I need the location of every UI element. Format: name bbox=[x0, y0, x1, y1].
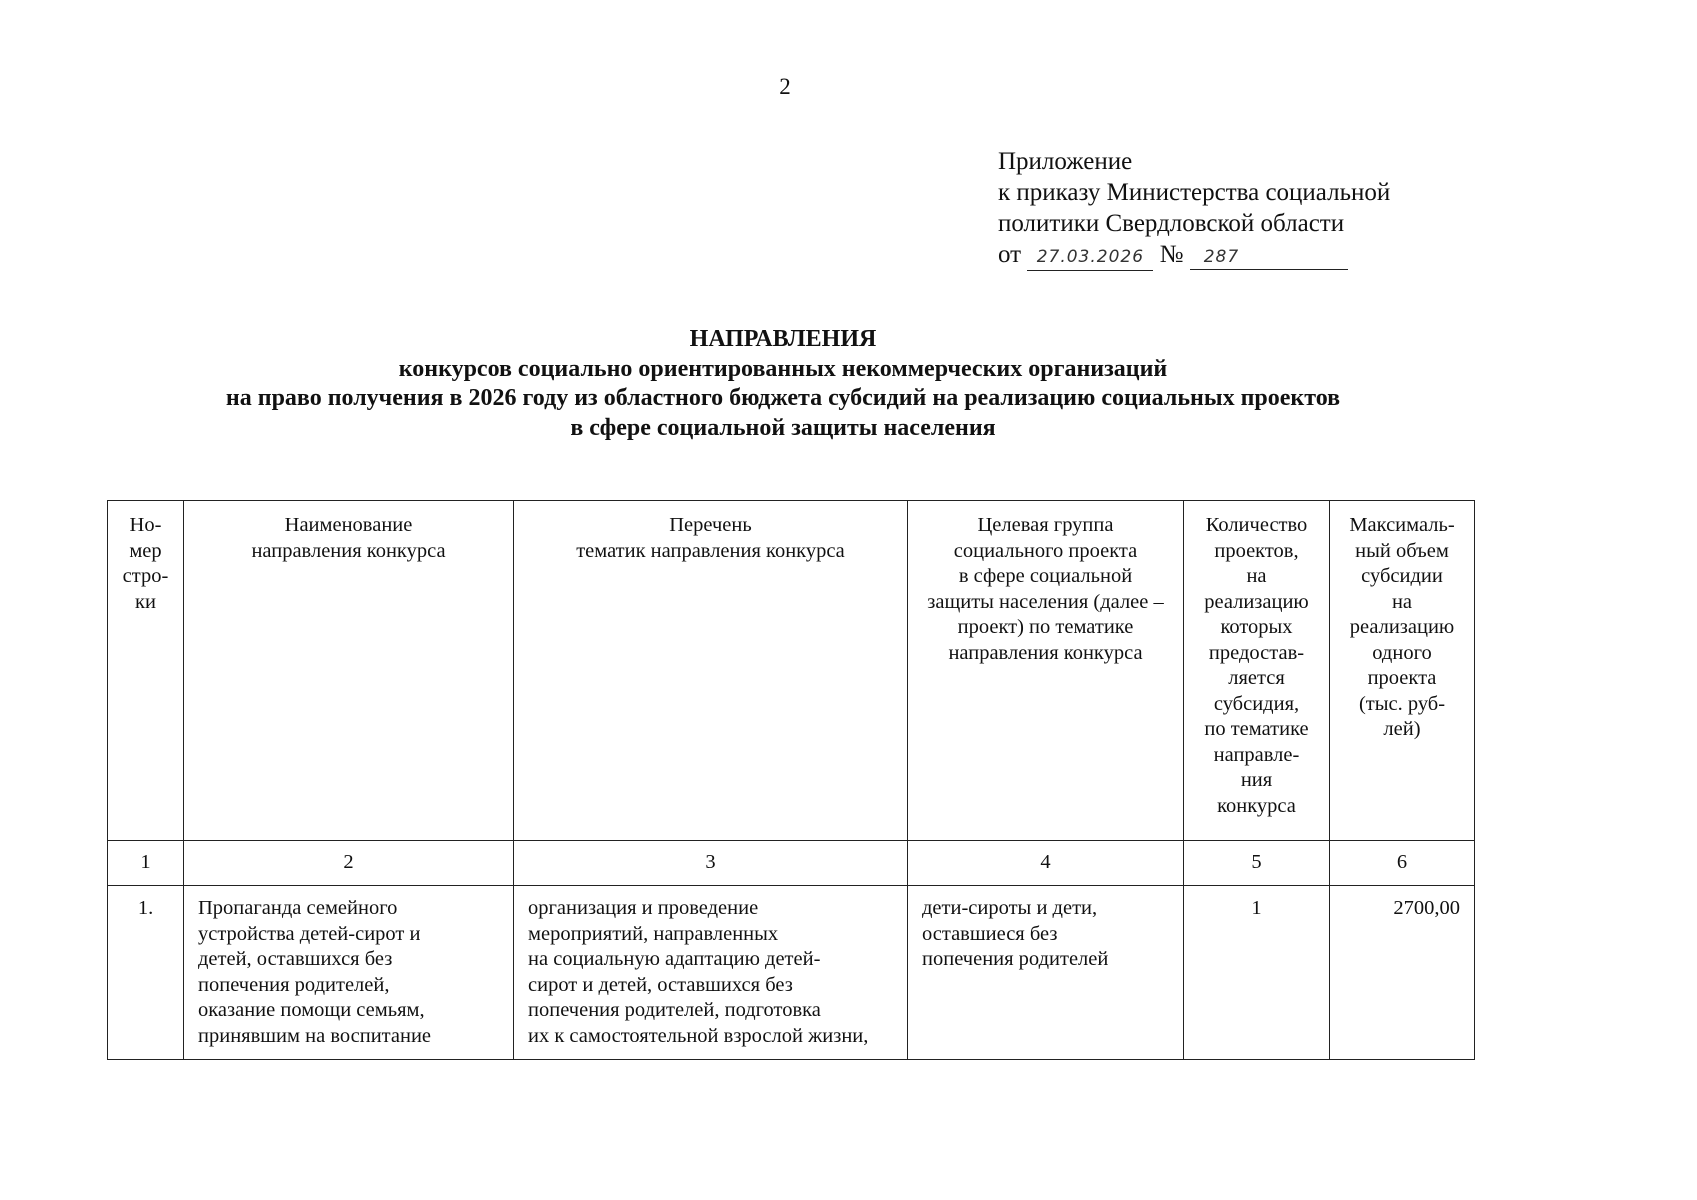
target-group-cell: дети-сироты и дети, оставшиеся без попечения родителей bbox=[908, 886, 1184, 1060]
header-topics-list: Перечень тематик направления конкурса bbox=[514, 501, 908, 841]
table-row bbox=[108, 886, 1475, 1060]
column-number: 3 bbox=[514, 841, 908, 886]
topics-cell: организация и проведение мероприятий, направленных на социальную адаптацию детей- сирот и детей, оставшихся без попечения родителей, подготовка их к самостоятельной взрослой жизни, bbox=[514, 886, 908, 1060]
date-prefix: от bbox=[998, 241, 1022, 268]
header-target-group: Целевая группа социального проекта в сфере социальной защиты населения (далее – проект) по тематике направления конкурса bbox=[908, 501, 1184, 841]
title-line-1: НАПРАВЛЕНИЯ bbox=[689, 326, 877, 352]
directions-table bbox=[107, 500, 1475, 1060]
number-prefix: № bbox=[1159, 241, 1184, 268]
handwritten-date: 27.03.2026 bbox=[1027, 246, 1153, 271]
header-direction-name: Наименование направления конкурса bbox=[184, 501, 514, 841]
title-line-4: в сфере социальной защиты населения bbox=[570, 414, 996, 441]
projects-count-cell: 1 bbox=[1184, 886, 1330, 1060]
max-subsidy-cell: 2700,00 bbox=[1330, 886, 1475, 1060]
column-number: 2 bbox=[184, 841, 514, 886]
table-header-row bbox=[108, 501, 1475, 841]
header-max-subsidy: Максималь- ный объем субсидии на реализацию одного проекта (тыс. руб- лей) bbox=[1330, 501, 1475, 841]
appendix-signature-row bbox=[998, 239, 1390, 271]
appendix-block bbox=[998, 146, 1390, 271]
column-number: 6 bbox=[1330, 841, 1475, 886]
header-row-number: Но- мер стро- ки bbox=[108, 501, 184, 841]
direction-name-cell: Пропаганда семейного устройства детей-сирот и детей, оставшихся без попечения родителей, оказание помощи семьям, принявшим на воспитание bbox=[184, 886, 514, 1060]
header-projects-count: Количество проектов, на реализацию которых предостав- ляется субсидия, по тематике направле- ния конкурса bbox=[1184, 501, 1330, 841]
title-line-2: конкурсов социально ориентированных некоммерческих организаций bbox=[398, 355, 1168, 382]
appendix-line-3: политики Свердловской области bbox=[998, 210, 1345, 237]
column-number: 4 bbox=[908, 841, 1184, 886]
appendix-line-1: Приложение bbox=[998, 148, 1133, 175]
column-number-row bbox=[108, 841, 1475, 886]
page-number: 2 bbox=[779, 74, 791, 99]
title-line-3: на право получения в 2026 году из областного бюджета субсидий на реализацию социальных проектов bbox=[225, 385, 1341, 411]
document-title bbox=[0, 325, 1566, 443]
handwritten-order-number: 287 bbox=[1190, 246, 1348, 270]
column-number: 1 bbox=[108, 841, 184, 886]
row-number: 1. bbox=[108, 886, 184, 1060]
column-number: 5 bbox=[1184, 841, 1330, 886]
appendix-line-2: к приказу Министерства социальной bbox=[998, 179, 1391, 206]
